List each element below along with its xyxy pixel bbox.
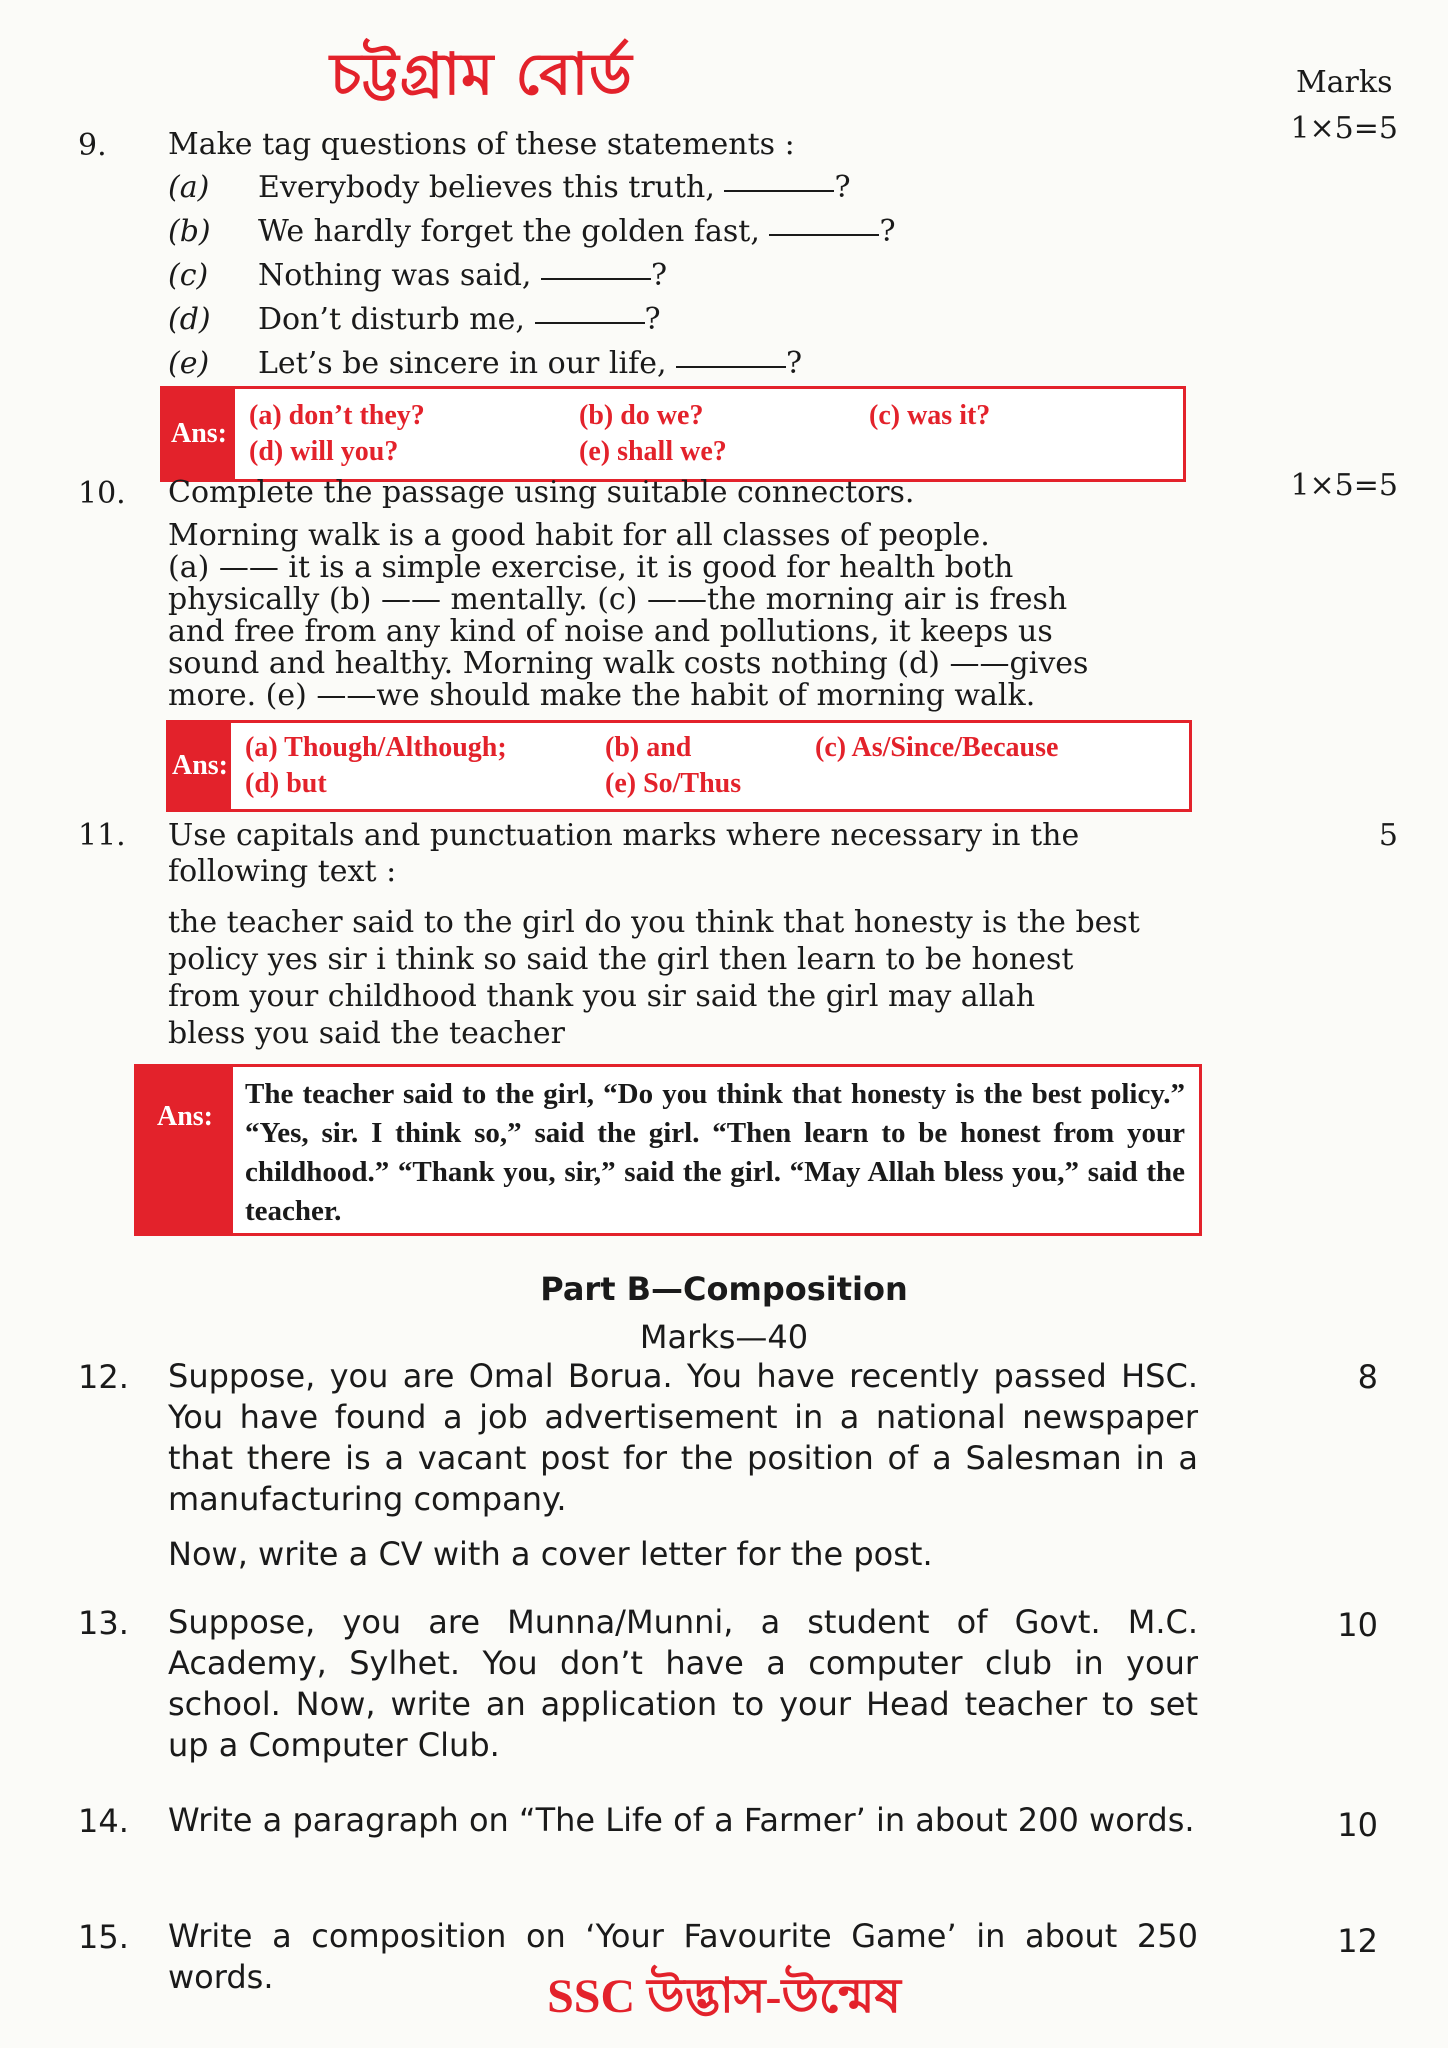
q10-answer: (a) Though/Although; [245, 732, 507, 763]
q9-item [168, 170, 851, 214]
q9-answer: (b) do we? [579, 400, 704, 431]
part-b-marks: Marks—40 [639, 1318, 809, 1356]
passage-line: (a) —— it is a simple exercise, it is good for health both [168, 550, 1014, 585]
q9-item-label: (b) [168, 214, 211, 249]
q9-answer: (e) shall we? [579, 436, 727, 467]
q9-answer-box [160, 386, 1186, 482]
marks-label: Marks [1295, 65, 1393, 100]
q15-marks: 12 [1337, 1922, 1378, 1960]
q9-item [168, 214, 896, 258]
prompt-line: Use capitals and punctuation marks where necessary in the [168, 818, 1080, 853]
q9-answer: (c) was it? [869, 400, 991, 431]
q9-answer: (d) will you? [249, 436, 399, 467]
q11-answer-box [134, 1064, 1202, 1236]
q13-marks: 10 [1337, 1606, 1378, 1644]
q9-item-text: Don’t disturb me, [258, 302, 525, 337]
q10-marks: 1×5=5 [1290, 468, 1398, 503]
q9-prompt: Make tag questions of these statements : [168, 127, 795, 162]
q9-item-label: (c) [168, 258, 209, 293]
q9-item-text: Everybody believes this truth, [258, 170, 715, 205]
q10-answer: (d) but [245, 768, 327, 799]
passage-line: physically (b) —— mentally. (c) ——the morning air is fresh [168, 582, 1068, 617]
answer-label: Ans: [137, 1067, 233, 1233]
q14-text: Write a paragraph on “The Life of a Farmer’ in about 200 words. [168, 1801, 1195, 1839]
q11-text [168, 904, 1198, 1052]
part-b-title: Part B—Composition [540, 1270, 908, 1308]
q14-marks: 10 [1337, 1806, 1378, 1844]
q9-item [168, 346, 802, 390]
passage-line: Morning walk is a good habit for all classes of people. [168, 518, 990, 553]
q9-item [168, 258, 667, 302]
q9-qmark: ? [651, 258, 668, 293]
footer-brand: SSC উদ্ভাস-উন্মেষ [547, 1970, 901, 2023]
q10-number: 10. [78, 476, 126, 511]
q10-answer: (e) So/Thus [605, 768, 742, 799]
passage-line: more. (e) ——we should make the habit of morning walk. [168, 678, 1036, 713]
q9-qmark: ? [786, 346, 803, 381]
q10-passage [168, 520, 1198, 712]
q9-item-label: (a) [168, 170, 210, 205]
q9-qmark: ? [644, 302, 661, 337]
q9-qmark: ? [879, 214, 896, 249]
passage-line: sound and healthy. Morning walk costs nothing (d) ——gives [168, 646, 1089, 681]
q11-marks: 5 [1378, 818, 1398, 853]
q15-number: 15. [78, 1918, 129, 1956]
q15-text: Write a composition on ‘Your Favourite Game’ in about 250 words. [168, 1917, 1198, 1996]
text-line: policy yes sir i think so said the girl then learn to be honest [168, 942, 1074, 977]
text-line: bless you said the teacher [168, 1016, 565, 1051]
q9-marks: 1×5=5 [1290, 111, 1398, 146]
q12-text2: Now, write a CV with a cover letter for the post. [168, 1535, 933, 1573]
q9-item-label: (d) [168, 302, 211, 337]
q10-answer-box [166, 720, 1192, 812]
q9-qmark: ? [834, 170, 851, 205]
q11-answer: The teacher said to the girl, “Do you think that honesty is the best policy.” “Yes, sir. I think so,” said the girl. “Then learn to be honest from your childhood.” “Thank you, sir,” said the girl. “May Allah bless you,” said the teacher. [245, 1078, 1185, 1227]
q9-item-text: We hardly forget the golden fast, [258, 214, 760, 249]
q9-answer: (a) don’t they? [249, 400, 425, 431]
q12-text: Suppose, you are Omal Borua. You have recently passed HSC. You have found a job advertisement in a national newspaper that there is a vacant post for the position of a Salesman in a manufacturing company. [168, 1357, 1198, 1518]
q10-answer: (c) As/Since/Because [815, 732, 1059, 763]
q11-number: 11. [78, 818, 126, 853]
marks-header [1290, 60, 1398, 152]
q9-number: 9. [78, 128, 107, 163]
q9-item-text: Let’s be sincere in our life, [258, 346, 667, 381]
board-title: চট্টগ্রাম বোর্ড [330, 40, 633, 108]
answer-label: Ans: [163, 389, 235, 479]
q9-item [168, 302, 661, 346]
q11-prompt [168, 818, 1198, 890]
q13-text: Suppose, you are Munna/Munni, a student of Govt. M.C. Academy, Sylhet. You don’t have a computer club in your school. Now, write an application to your Head teacher to set up a Computer Club. [168, 1603, 1198, 1764]
prompt-line: following text : [168, 854, 397, 889]
passage-line: and free from any kind of noise and pollutions, it keeps us [168, 614, 1053, 649]
q9-item-label: (e) [168, 346, 210, 381]
text-line: from your childhood thank you sir said the girl may allah [168, 979, 1036, 1014]
q12-marks: 8 [1357, 1358, 1378, 1396]
q14-number: 14. [78, 1802, 129, 1840]
q10-prompt: Complete the passage using suitable connectors. [168, 475, 915, 510]
q13-number: 13. [78, 1604, 129, 1642]
q12-number: 12. [78, 1358, 129, 1396]
text-line: the teacher said to the girl do you think that honesty is the best [168, 905, 1140, 940]
q9-item-text: Nothing was said, [258, 258, 532, 293]
q10-answer: (b) and [605, 732, 692, 763]
answer-label: Ans: [169, 723, 231, 809]
